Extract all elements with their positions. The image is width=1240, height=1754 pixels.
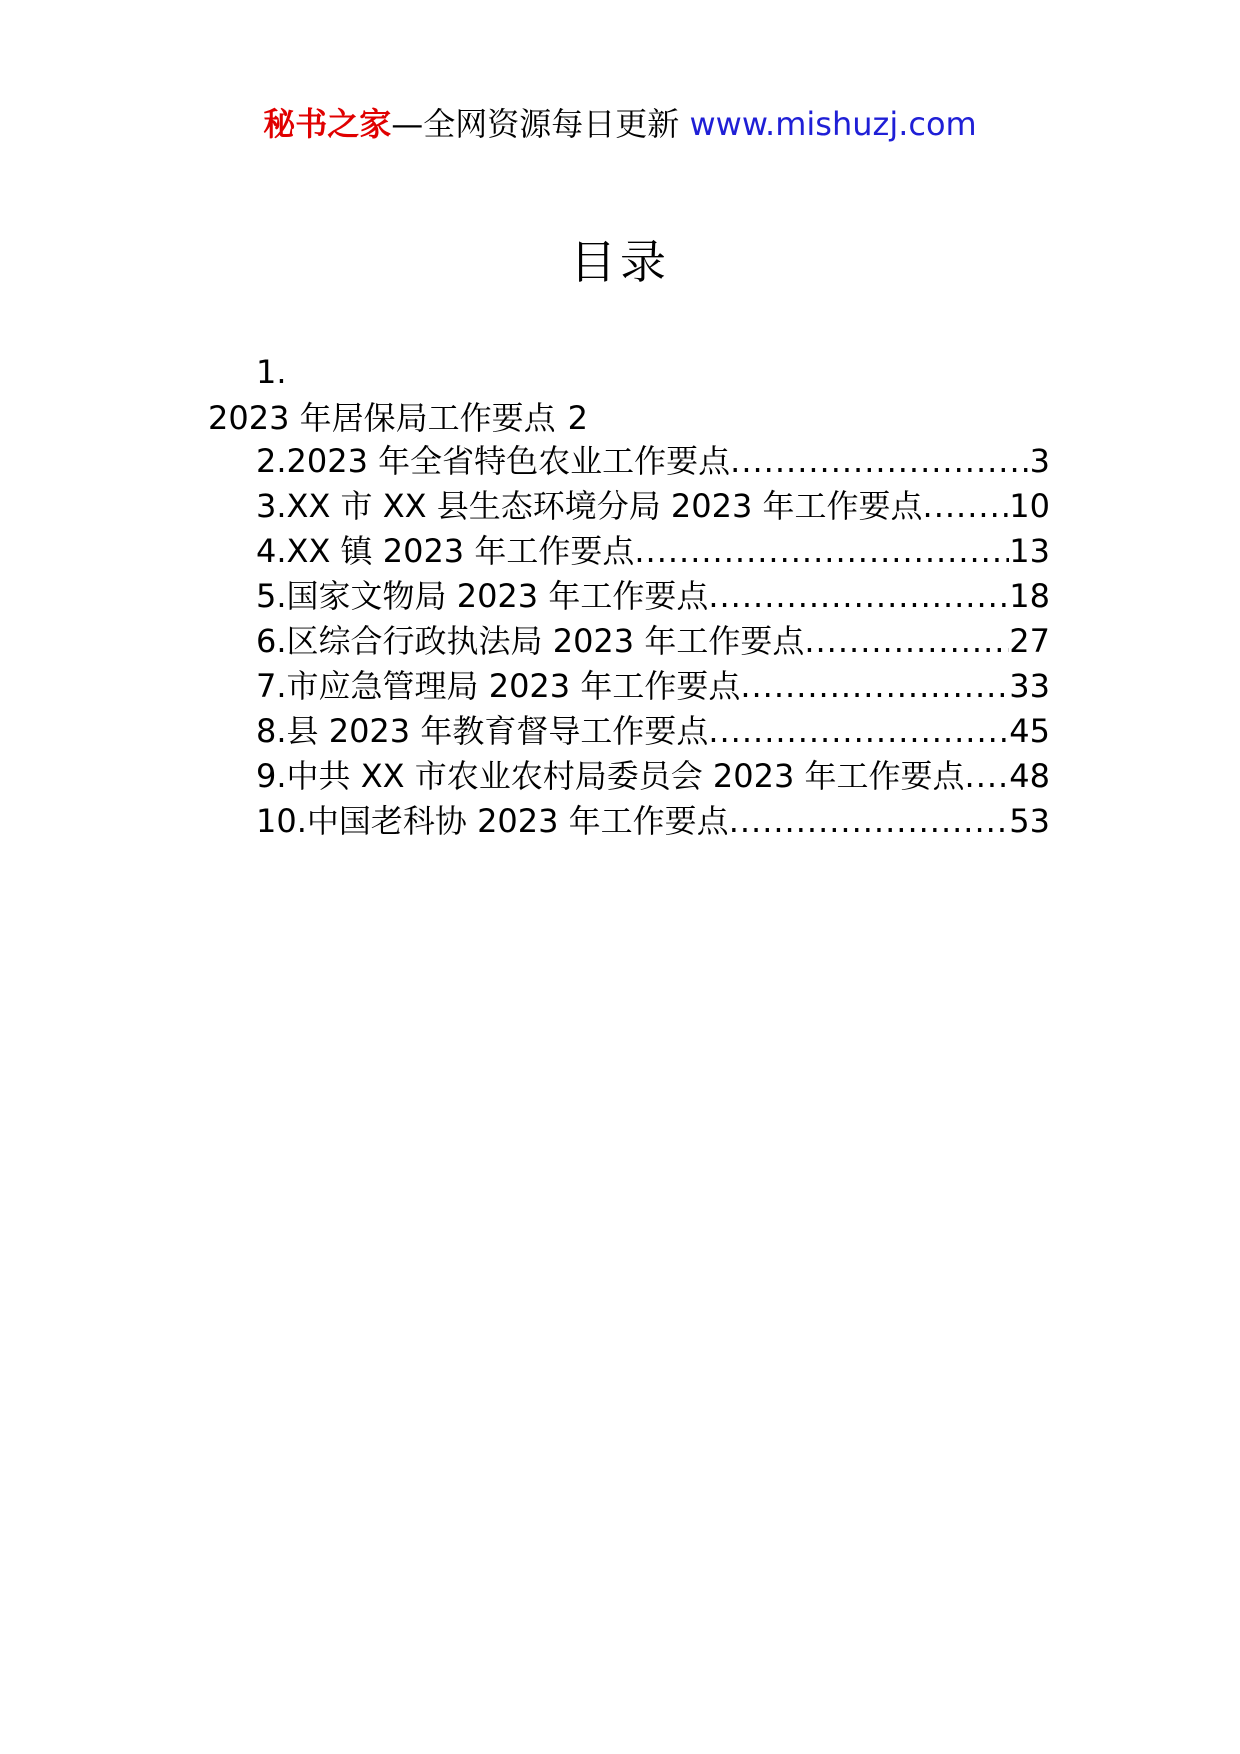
toc-entry-title: 5.国家文物局 2023 年工作要点	[256, 577, 709, 615]
toc-dot-leader	[923, 484, 1010, 529]
toc-entry-page: 13	[1009, 532, 1050, 570]
toc-dot-leader	[708, 574, 1009, 619]
toc-dot-leader	[729, 799, 1010, 844]
toc-entry-page: 53	[1009, 802, 1050, 840]
toc-entry-page: 45	[1009, 712, 1050, 750]
toc-entry-title: 2.2023 年全省特色农业工作要点	[256, 442, 731, 480]
toc-entry-page: 27	[1009, 622, 1050, 660]
toc-entry-page: 10	[1009, 487, 1050, 525]
toc-dot-leader	[804, 619, 1009, 664]
toc-entry[interactable]	[256, 709, 1050, 754]
toc-dot-leader	[965, 754, 1010, 799]
toc-entry[interactable]	[256, 619, 1050, 664]
toc-entry[interactable]	[256, 529, 1050, 574]
toc-entry-page: 3	[1029, 442, 1050, 480]
toc-entry[interactable]	[256, 799, 1050, 844]
toc-entry[interactable]	[256, 574, 1050, 619]
toc-dot-leader	[634, 529, 1009, 574]
toc-entry-1[interactable]	[208, 394, 588, 442]
toc-entry-1-number: 1.	[256, 353, 287, 391]
toc-entry-title: 3.XX 市 XX 县生态环境分局 2023 年工作要点	[256, 487, 923, 525]
toc-entry-1-page: 2	[567, 399, 588, 437]
toc-entry-title: 6.区综合行政执法局 2023 年工作要点	[256, 622, 805, 660]
toc-entry[interactable]	[256, 484, 1050, 529]
toc-entry-title: 10.中国老科协 2023 年工作要点	[256, 802, 729, 840]
toc-entry-title: 7.市应急管理局 2023 年工作要点	[256, 667, 741, 705]
toc-entry-title: 8.县 2023 年教育督导工作要点	[256, 712, 709, 750]
toc-entry-title: 9.中共 XX 市农业农村局委员会 2023 年工作要点	[256, 757, 965, 795]
toc-entry-title: 4.XX 镇 2023 年工作要点	[256, 532, 635, 570]
toc-entry-1-title: 2023 年居保局工作要点	[208, 399, 556, 437]
toc-entry[interactable]	[256, 664, 1050, 709]
brand-name: 秘书之家	[263, 105, 392, 143]
toc-dot-leader	[740, 664, 1009, 709]
page-title: 目录	[570, 235, 670, 289]
toc-entry[interactable]	[256, 439, 1050, 484]
toc-entry-page: 33	[1009, 667, 1050, 705]
banner-tagline: —全网资源每日更新	[391, 105, 690, 143]
toc-dot-leader	[708, 709, 1009, 754]
toc-dot-leader	[730, 439, 1029, 484]
site-banner	[0, 100, 1240, 148]
toc-entry-page: 48	[1009, 757, 1050, 795]
toc-entry[interactable]	[256, 754, 1050, 799]
toc-list	[256, 439, 1050, 844]
toc-entry-page: 18	[1009, 577, 1050, 615]
site-url-link[interactable]: www.mishuzj.com	[689, 105, 977, 143]
